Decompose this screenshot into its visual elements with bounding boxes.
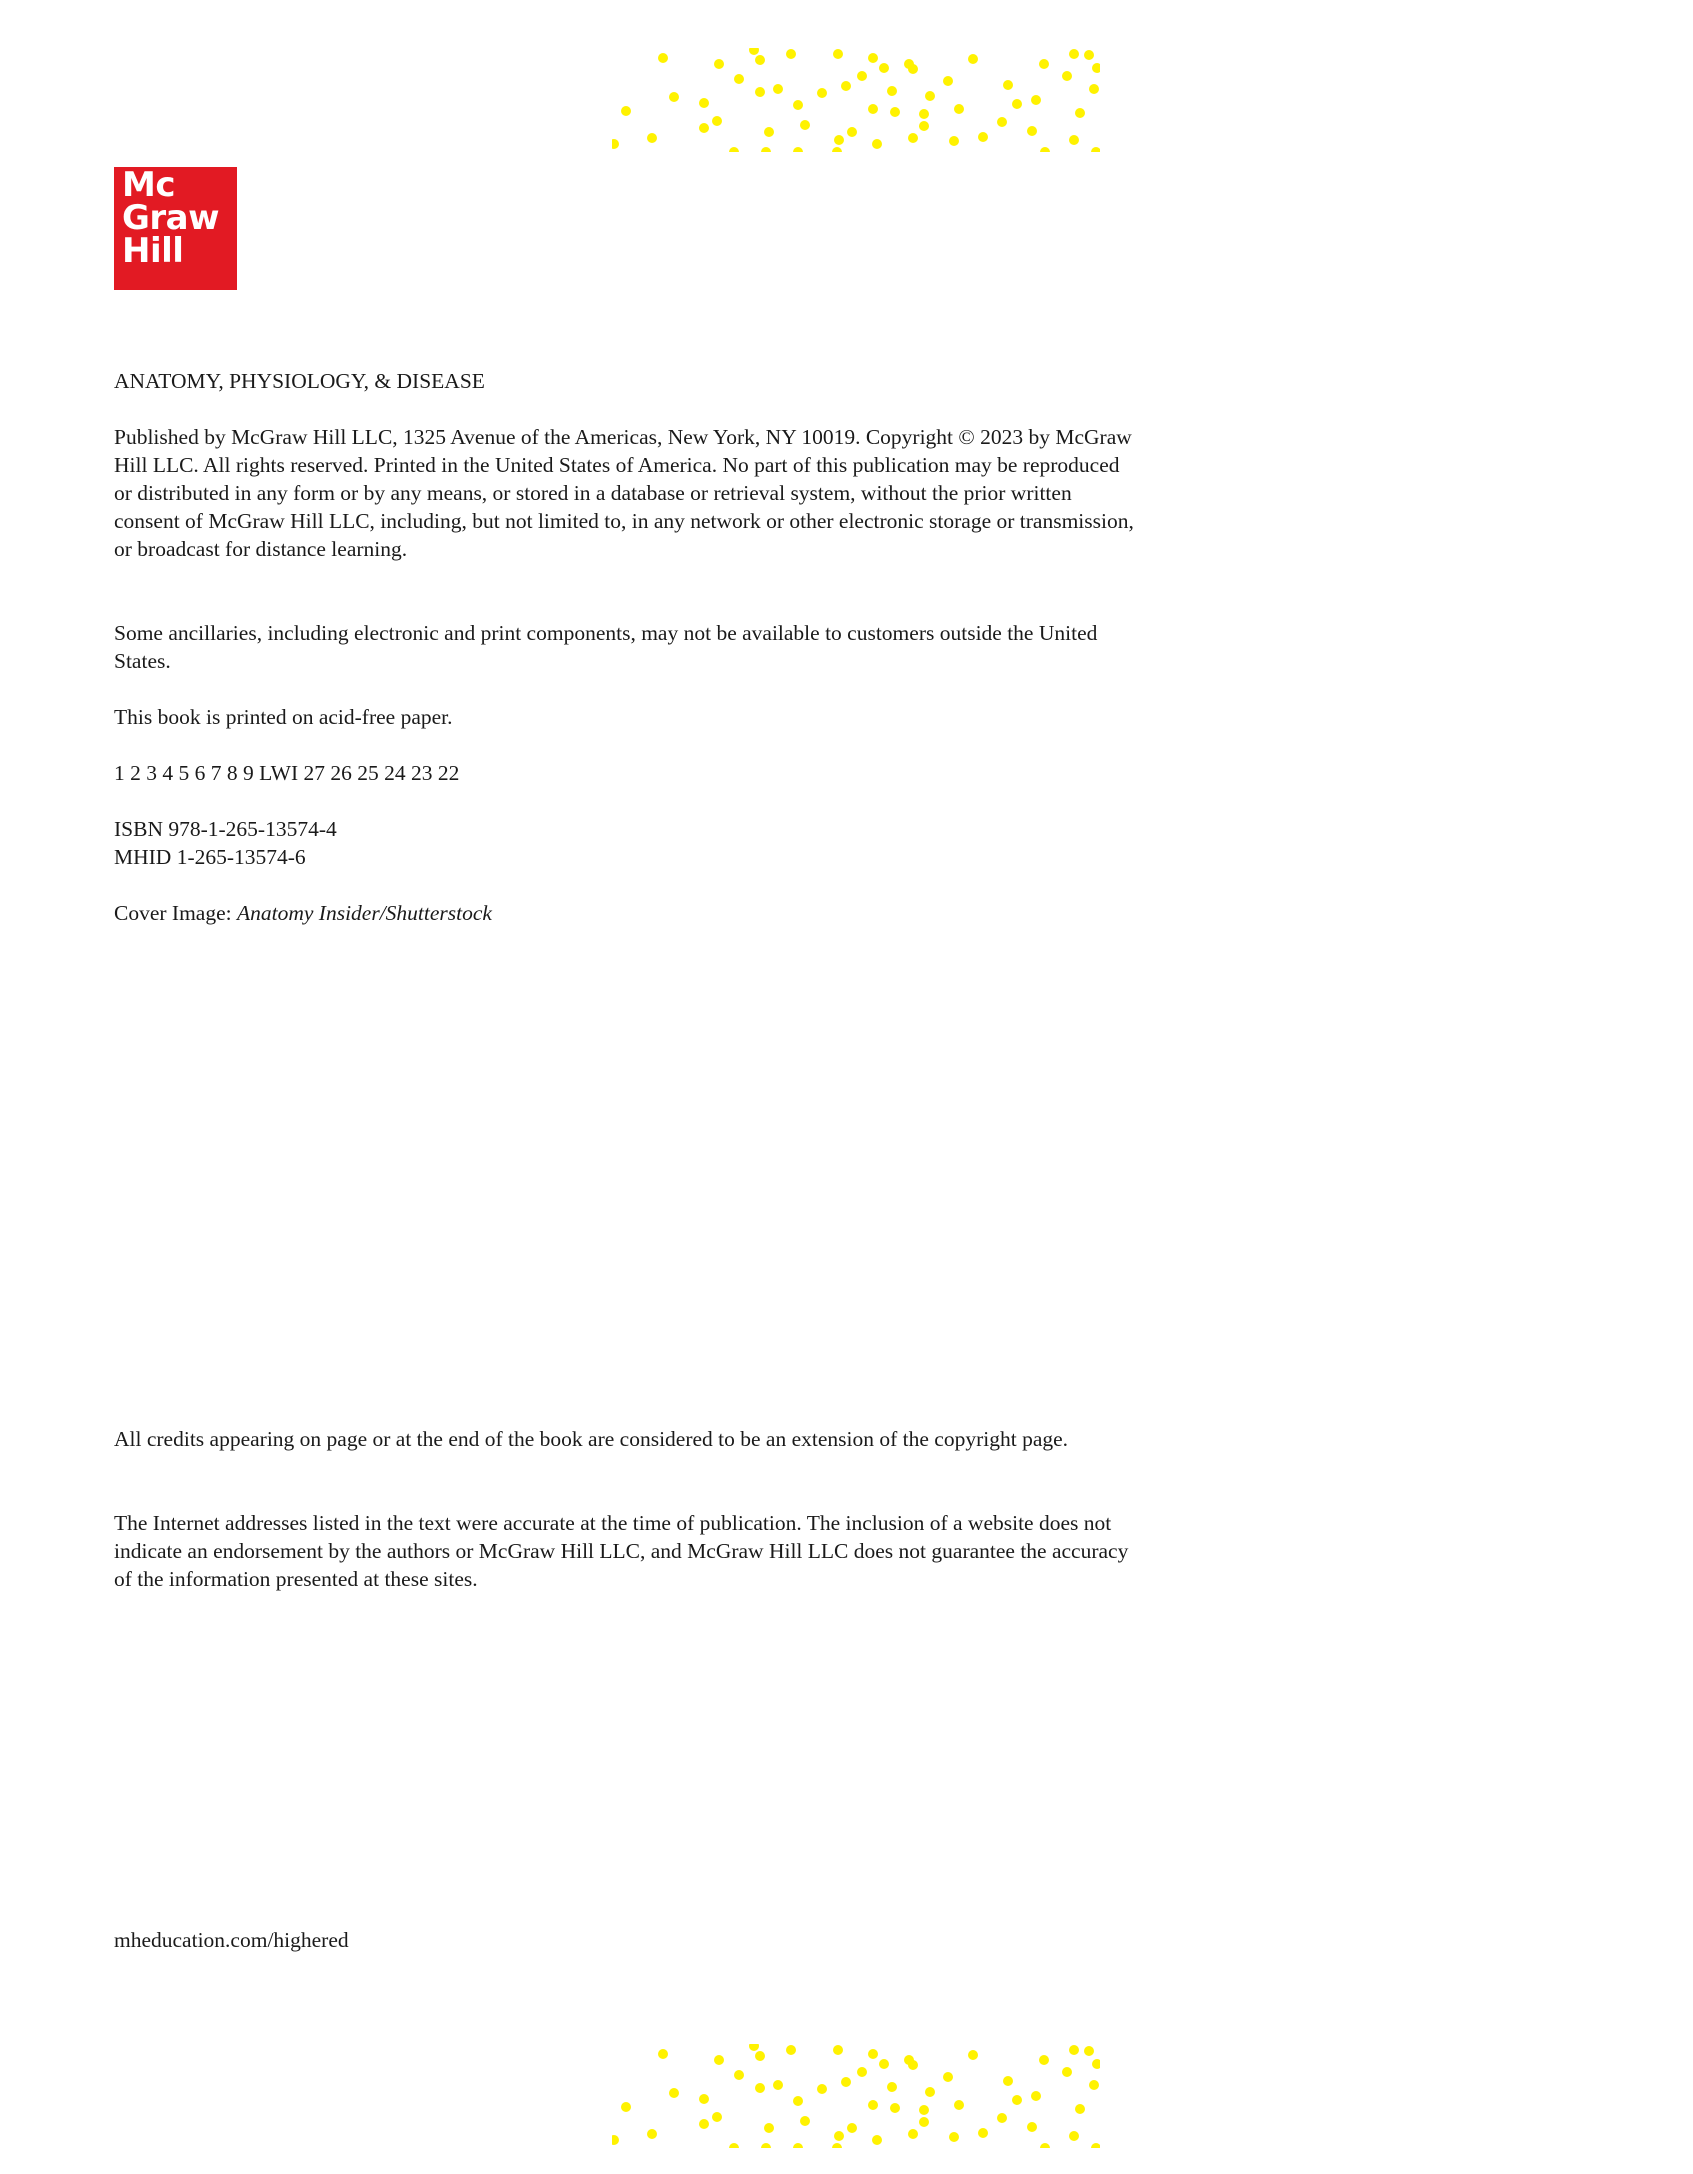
confetti-dot [755, 87, 765, 97]
confetti-dot [1039, 59, 1049, 69]
confetti-dot [847, 127, 857, 137]
confetti-dot [658, 53, 668, 63]
confetti-dot [857, 71, 867, 81]
ancillaries-statement: Some ancillaries, including electronic and print components, may not be available to customers outside the United States. [114, 621, 1098, 673]
confetti-dot [1084, 2046, 1094, 2056]
confetti-dot [925, 2087, 935, 2097]
confetti-dot [872, 139, 882, 149]
confetti-dot [1031, 95, 1041, 105]
confetti-dot [1039, 2055, 1049, 2065]
confetti-dot [647, 2129, 657, 2139]
confetti-dot [1075, 2104, 1085, 2114]
confetti-dot [904, 2055, 914, 2065]
confetti-dot [749, 2044, 759, 2051]
confetti-dot [1027, 2122, 1037, 2132]
confetti-dot [904, 59, 914, 69]
confetti-dot [714, 2055, 724, 2065]
confetti-dot [793, 100, 803, 110]
confetti-dot [978, 132, 988, 142]
confetti-dot [1075, 108, 1085, 118]
confetti-dot [908, 2129, 918, 2139]
confetti-dot [908, 133, 918, 143]
confetti-dot [1031, 2091, 1041, 2101]
confetti-dot [968, 54, 978, 64]
confetti-dot [734, 2070, 744, 2080]
confetti-dot [773, 2080, 783, 2090]
cover-image-credit-line [114, 899, 492, 927]
confetti-dots-bottom [612, 2044, 1100, 2148]
confetti-dots-top [612, 48, 1100, 152]
confetti-dot [1092, 63, 1100, 73]
confetti-dot [612, 139, 619, 149]
confetti-dot [1062, 71, 1072, 81]
confetti-dot [786, 49, 796, 59]
confetti-dot [729, 147, 739, 152]
confetti-dot [749, 48, 759, 55]
confetti-dot [699, 98, 709, 108]
isbn: ISBN 978-1-265-13574-4 [114, 817, 337, 841]
confetti-dot [919, 2105, 929, 2115]
confetti-dot [773, 84, 783, 94]
confetti-dot [729, 2143, 739, 2148]
book-title: ANATOMY, PHYSIOLOGY, & DISEASE [114, 369, 485, 393]
confetti-dot [734, 74, 744, 84]
confetti-dot [1069, 2045, 1079, 2055]
confetti-dot [669, 2088, 679, 2098]
print-code: 1 2 3 4 5 6 7 8 9 LWI 27 26 25 24 23 22 [114, 761, 460, 785]
internet-statement: The Internet addresses listed in the text were accurate at the time of publication. The inclusion of a website does not indicate an endorsement by the authors or McGraw Hill LLC, and McGraw Hill LLC does not guarantee the accuracy of the information presented at these sites. [114, 1511, 1129, 1591]
confetti-dot [621, 106, 631, 116]
cover-image-label: Cover Image: [114, 901, 237, 925]
confetti-dot [890, 2103, 900, 2113]
confetti-dot [793, 2143, 803, 2148]
confetti-dot [943, 2072, 953, 2082]
confetti-dot [868, 104, 878, 114]
confetti-dot [1091, 2143, 1100, 2148]
confetti-dot [847, 2123, 857, 2133]
confetti-dot [755, 2051, 765, 2061]
confetti-dot [872, 2135, 882, 2145]
confetti-dot [1092, 2059, 1100, 2069]
mcgraw-hill-logo [114, 167, 237, 290]
confetti-dot [1027, 126, 1037, 136]
confetti-dot [612, 2135, 619, 2145]
confetti-dot [800, 120, 810, 130]
confetti-dot [968, 2050, 978, 2060]
confetti-dot [868, 2049, 878, 2059]
confetti-dot [1089, 2080, 1099, 2090]
confetti-dot [712, 2112, 722, 2122]
confetti-dot [764, 2123, 774, 2133]
confetti-dot [1091, 147, 1100, 152]
confetti-dot [1084, 50, 1094, 60]
cover-image-credit: Anatomy Insider/Shutterstock [237, 901, 492, 925]
confetti-dot [833, 49, 843, 59]
confetti-dot [699, 2119, 709, 2129]
confetti-dot [793, 2096, 803, 2106]
confetti-dot [841, 81, 851, 91]
confetti-dot [755, 2083, 765, 2093]
confetti-dot [832, 2143, 842, 2148]
confetti-dot [949, 2132, 959, 2142]
confetti-dot [834, 135, 844, 145]
logo-line-graw: Graw [122, 198, 220, 238]
confetti-dot [1069, 49, 1079, 59]
confetti-dot [1003, 2076, 1013, 2086]
confetti-dot [919, 121, 929, 131]
confetti-dot [761, 2143, 771, 2148]
published-statement: Published by McGraw Hill LLC, 1325 Avenue of the Americas, New York, NY 10019. Copyright © 2023 by McGraw Hill LLC. All rights reserved. Printed in the United States of America. No part of this publication may be reproduced or distributed in any form or by any means, or stored in a database or retrieval system, without the prior written consent of McGraw Hill LLC, including, but not limited to, in any network or other electronic storage or transmission, or broadcast for distance learning. [114, 425, 1134, 561]
confetti-dot [712, 116, 722, 126]
confetti-dot [786, 2045, 796, 2055]
logo-line-hill: Hill [122, 231, 184, 271]
confetti-dot [761, 147, 771, 152]
confetti-dot [1089, 84, 1099, 94]
confetti-dot [879, 63, 889, 73]
acid-free-statement: This book is printed on acid-free paper. [114, 705, 453, 729]
logo-wordmark [122, 165, 220, 271]
confetti-dot [1040, 147, 1050, 152]
confetti-dot [868, 53, 878, 63]
confetti-dot [1062, 2067, 1072, 2077]
confetti-dot [997, 2113, 1007, 2123]
confetti-dot [647, 133, 657, 143]
confetti-dot [800, 2116, 810, 2126]
confetti-dot [699, 2094, 709, 2104]
confetti-dot [1012, 2095, 1022, 2105]
confetti-dot [887, 86, 897, 96]
confetti-dot [764, 127, 774, 137]
confetti-dot [817, 2084, 827, 2094]
confetti-dot [949, 136, 959, 146]
confetti-dot [621, 2102, 631, 2112]
confetti-dot [1012, 99, 1022, 109]
confetti-dot [658, 2049, 668, 2059]
confetti-dot [890, 107, 900, 117]
logo-line-mc: Mc [122, 165, 175, 205]
confetti-dot [887, 2082, 897, 2092]
confetti-dot [1069, 135, 1079, 145]
confetti-dot [832, 147, 842, 152]
confetti-dot [714, 59, 724, 69]
mhid: MHID 1-265-13574-6 [114, 845, 306, 869]
confetti-dot [669, 92, 679, 102]
confetti-dot [834, 2131, 844, 2141]
confetti-dot [793, 147, 803, 152]
confetti-dot [978, 2128, 988, 2138]
confetti-dot [817, 88, 827, 98]
website-url: mheducation.com/highered [114, 1928, 349, 1952]
confetti-dot [879, 2059, 889, 2069]
confetti-dot [833, 2045, 843, 2055]
confetti-dot [997, 117, 1007, 127]
credits-statement: All credits appearing on page or at the end of the book are considered to be an extension of the copyright page. [114, 1427, 1069, 1451]
confetti-dot [868, 2100, 878, 2110]
confetti-dot [841, 2077, 851, 2087]
confetti-dot [755, 55, 765, 65]
confetti-dot [919, 109, 929, 119]
confetti-dot [1003, 80, 1013, 90]
confetti-dot [954, 2100, 964, 2110]
confetti-dot [1040, 2143, 1050, 2148]
confetti-dot [919, 2117, 929, 2127]
confetti-dot [699, 123, 709, 133]
confetti-dot [954, 104, 964, 114]
confetti-dot [943, 76, 953, 86]
confetti-dot [1069, 2131, 1079, 2141]
confetti-dot [925, 91, 935, 101]
confetti-dot [857, 2067, 867, 2077]
